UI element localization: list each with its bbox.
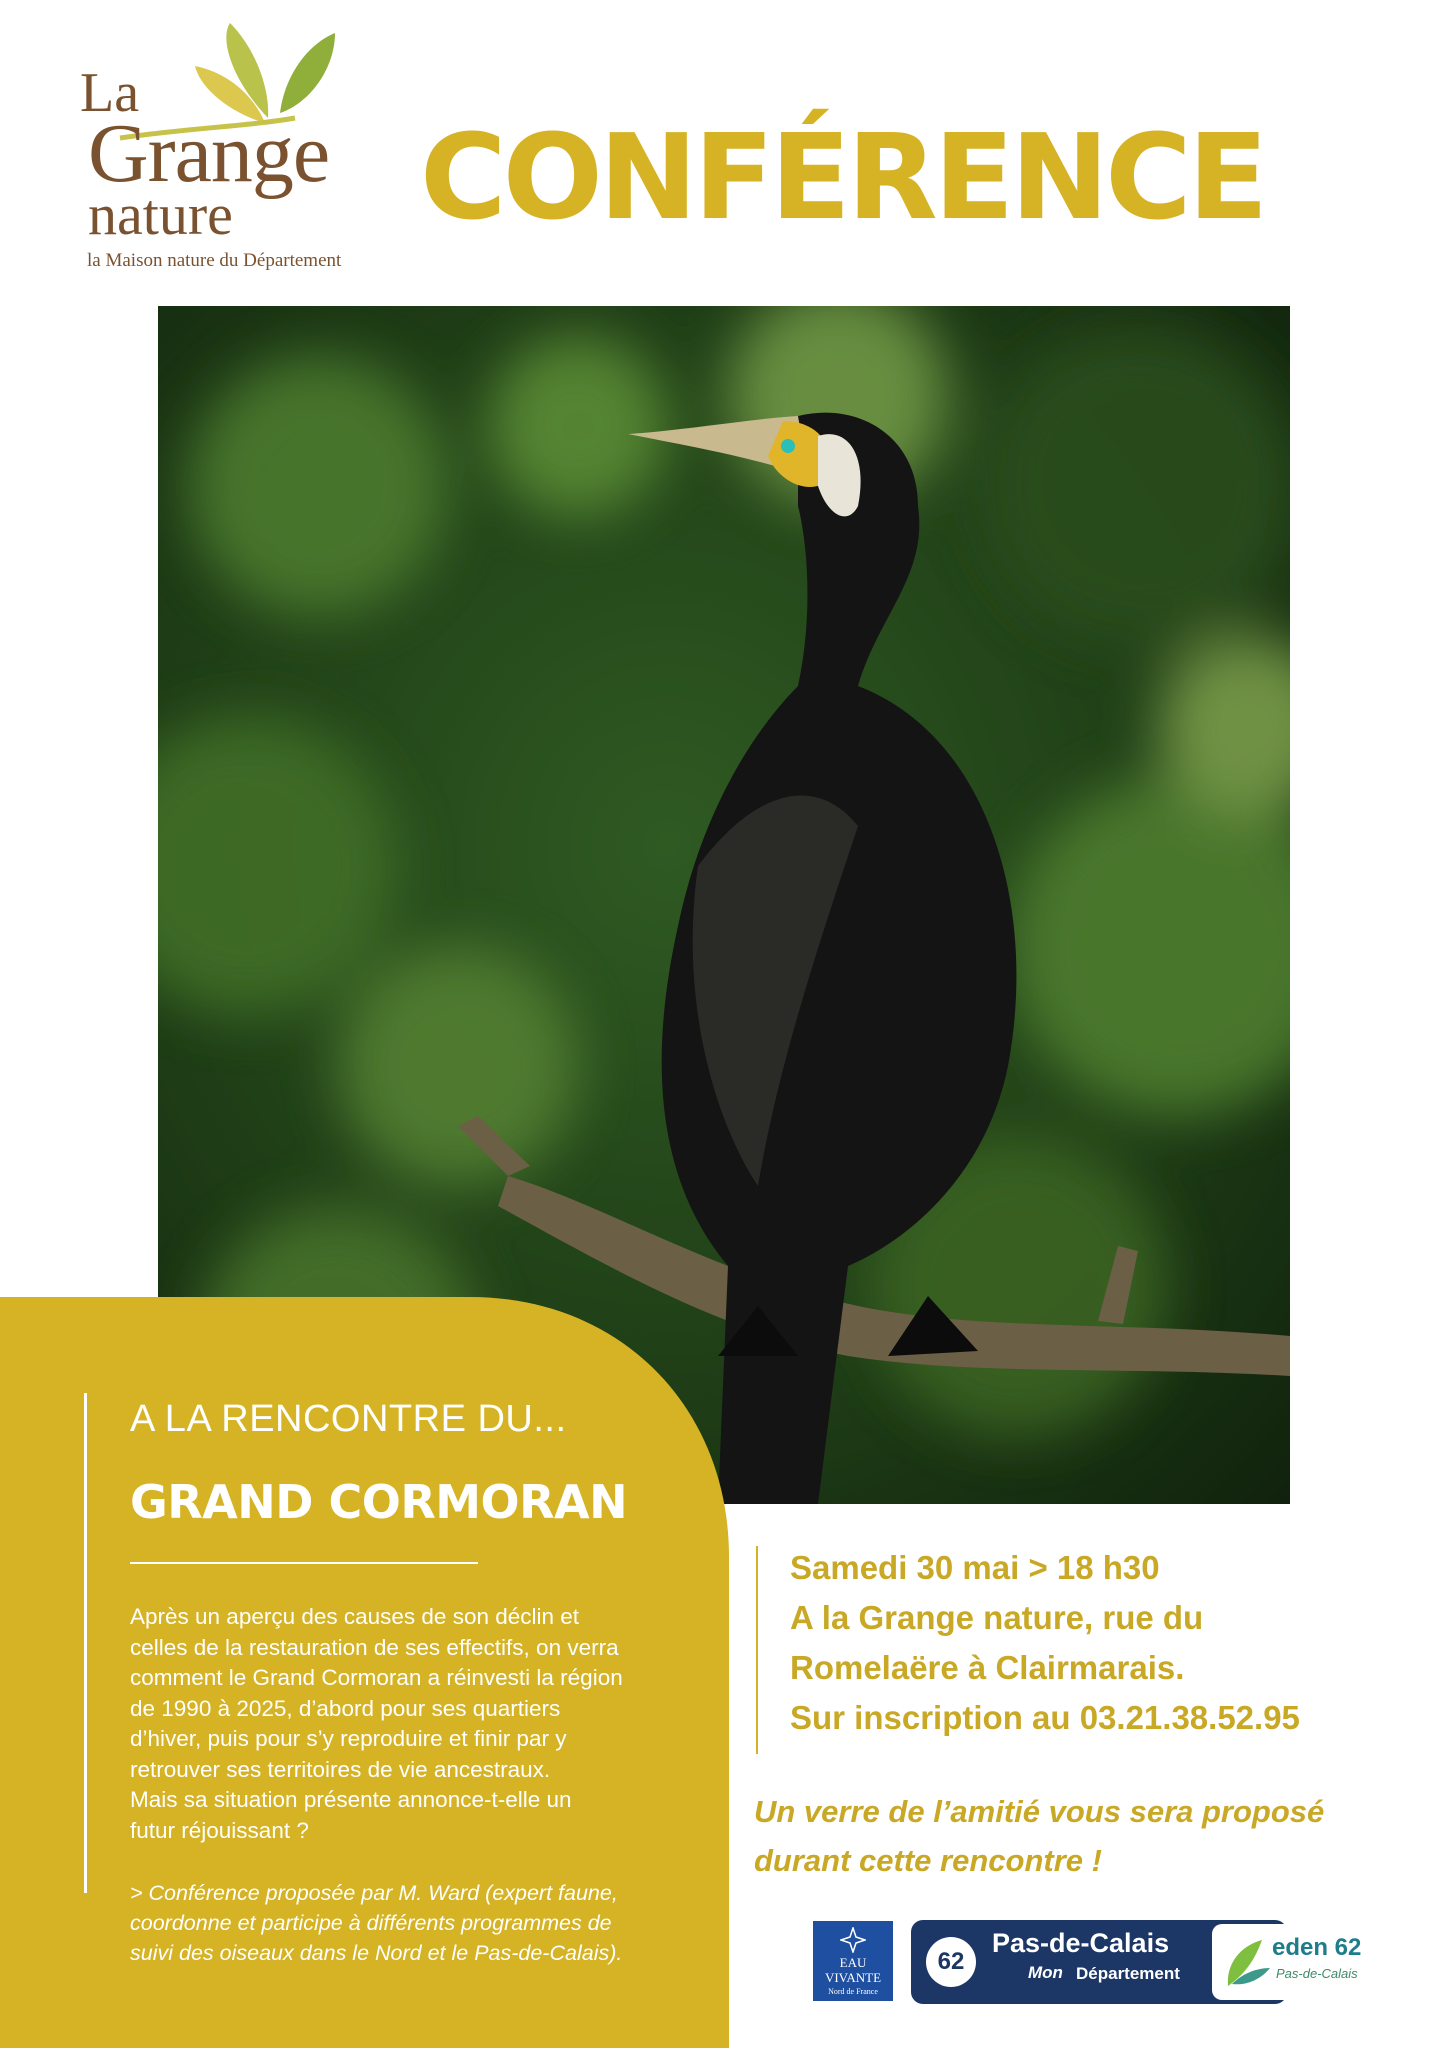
event-location-line: A la Grange nature, rue du	[790, 1599, 1204, 1636]
panel-vertical-rule	[84, 1393, 87, 1893]
description-line: retrouver ses territoires de vie ancestraux.	[130, 1756, 551, 1782]
event-description	[130, 1602, 690, 1846]
event-headline: GRAND CORMORAN	[130, 1475, 628, 1529]
event-registration: Sur inscription au 03.21.38.52.95	[790, 1699, 1300, 1736]
description-line: Mais sa situation présente annonce-t-elle un	[130, 1787, 572, 1812]
event-location-line: Romelaëre à Clairmarais.	[790, 1649, 1185, 1686]
logo-text-nature: nature	[88, 182, 233, 247]
pdc-name: Pas-de-Calais	[992, 1928, 1170, 1958]
credit-line: coordonne et participe à différents programmes de	[130, 1911, 612, 1935]
friendship-drink-note	[754, 1787, 1324, 1885]
eau-text: EAU	[839, 1955, 867, 1970]
pdc-departement: Département	[1076, 1964, 1180, 1983]
eden-leaf-icon	[1222, 1934, 1274, 1990]
description-line: comment le Grand Cormoran a réinvesti la région	[130, 1665, 623, 1690]
description-line: futur réjouissant ?	[130, 1817, 309, 1843]
description-line: de 1990 à 2025, d’abord pour ses quartiers	[130, 1695, 561, 1721]
speaker-credit	[130, 1878, 690, 1968]
eden-subtitle: Pas-de-Calais	[1276, 1966, 1358, 1981]
pdc-number-badge: 62	[926, 1937, 976, 1987]
event-date-time: Samedi 30 mai > 18 h30	[790, 1549, 1160, 1586]
event-kicker: A LA RENCONTRE DU...	[130, 1398, 567, 1440]
logo-tagline: la Maison nature du Département	[87, 250, 342, 271]
details-rule	[756, 1546, 758, 1754]
pdc-mon: Mon	[1028, 1963, 1063, 1982]
invite-line: Un verre de l’amitié vous sera proposé	[754, 1794, 1325, 1829]
credit-line: suivi des oiseaux dans le Nord et le Pas-de-Calais).	[130, 1941, 623, 1965]
description-line: Après un aperçu des causes de son déclin et	[130, 1604, 580, 1629]
compass-icon	[840, 1927, 866, 1953]
panel-divider	[130, 1562, 478, 1564]
description-line: d’hiver, puis pour s’y reproduire et finir par y	[130, 1726, 567, 1751]
eau-vivante-logo	[813, 1921, 893, 2001]
nord-de-france-text: Nord de France	[828, 1987, 878, 1996]
vivante-text: VIVANTE	[824, 1970, 882, 1985]
description-line: celles de la restauration de ses effectifs, on verra	[130, 1634, 619, 1660]
invite-line: durant cette rencontre !	[754, 1843, 1102, 1878]
event-details	[790, 1543, 1300, 1743]
logo-text-la: La	[80, 62, 140, 124]
eden-name: eden 62	[1272, 1934, 1362, 1961]
credit-line: > Conférence proposée par M. Ward (expert faune,	[130, 1881, 618, 1905]
logo-text-grange: Grange	[88, 107, 330, 200]
page-title: CONFÉRENCE	[420, 108, 1265, 246]
